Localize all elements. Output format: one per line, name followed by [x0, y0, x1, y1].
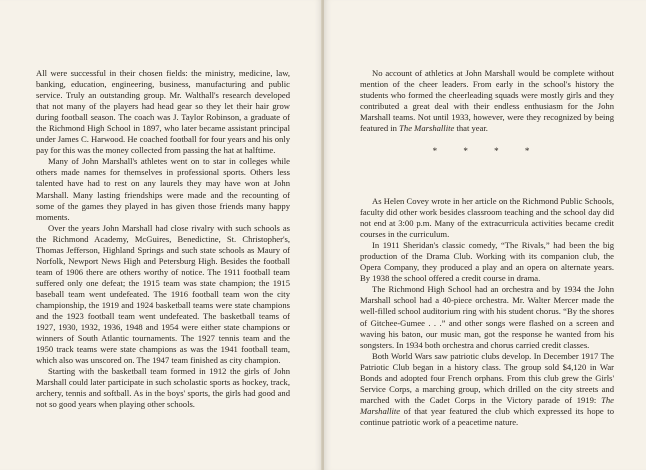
paragraph [360, 351, 614, 428]
publication-title: The Marshallite [360, 394, 614, 416]
paragraph: Starting with the basketball team formed in 1912 the girls of John Marshall could later participate in such scholastic sports as hockey, track, archery, tennis and softball. As in the boys' sports, the girls had good and not so good years when playing other schools. [36, 366, 290, 410]
cheerleaders-paragraph [360, 68, 614, 134]
text-segment: No account of athletics at John Marshall would be complete without mention of the cheer leaders. From early in the school's history the students who formed the cheerleading squads were mostly girls and they contributed a great deal with their endless enthusiasm for the John Marshall teams. Not until 1933, however, were they recognized by being featured in [360, 68, 614, 134]
paragraph [360, 68, 614, 134]
publication-title: The Marshallite [399, 123, 455, 134]
text-segment: Both World Wars saw patriotic clubs develop. In December 1917 The Patriotic Club began in a history class. The group sold $4,120 in War Bonds and adopted four French orphans. From this club grew the Girls' Service Corps, a marching group, which drilled on the city streets and marched with the Cadet Corps in the Victory parade of 1919: [360, 350, 614, 405]
right-page [324, 0, 646, 470]
paragraph: Over the years John Marshall had close rivalry with such schools as the Richmond Academy, McGuires, Benedictine, St. Christopher's, Thomas Jefferson, Highland Springs and such state schools as Maury of Norfolk, Newport News High and Petersburg High. Besides the football team of 1906 there are others worthy of notice. The 1911 football team suffered only one defeat; the 1915 team was state champion; the 1915 baseball team went undefeated. The 1916 football team won the city championship, the 1919 and 1924 basketball teams were state champions and the 1923 football team went undefeated. The basketball teams of 1927, 1930, 1932, 1936, 1948 and 1954 were either state champions or winners of South Atlantic tournaments. The 1927 tennis team and the 1950 track teams were state champions as was the 1941 football team, which also was unscored on. The 1947 team finished as city champion. [36, 222, 290, 366]
paragraph: In 1911 Sheridan's classic comedy, “The Rivals,” had been the big production of the Drama Club. Working with its companion club, the Opera Company, they produced a play and an opera on alternate years. By 1938 the school offered a credit course in drama. [360, 240, 614, 284]
text-segment: that year. [454, 123, 488, 134]
text-segment: of that year featured the club which expressed its hope to continue patriotic work of a peacetime nature. [360, 405, 614, 427]
paragraph: The Richmond High School had an orchestra and by 1934 the John Marshall school had a 40-piece orchestra. Mr. Walter Mercer made the well-filled school auditorium ring with his student chorus. “By the shores of Gitchee-Gumee . . .” and other songs were flashed on a screen and waving his baton, our music man, got the response he wanted from his songsters. In 1934 both orchestra and chorus carried credit classes. [360, 284, 614, 350]
paragraph: All were successful in their chosen fields: the ministry, medicine, law, banking, education, engineering, business, manufacturing and public service. Truly an outstanding group. Mr. Walthall's research developed that not many of the players had head gear so they let their hair grow during football season. The coach was J. Taylor Robinson, a graduate of the Richmond High School in 1897, who later became assistant principal under James C. Harwood. He coached football for four years and his only pay for this was the money collected from passing the hat at halftime. [36, 68, 290, 156]
left-page [0, 0, 322, 470]
right-page-text [360, 196, 614, 428]
left-page-text [36, 68, 290, 410]
section-separator: * * * * [432, 146, 542, 156]
paragraph: Many of John Marshall's athletes went on to star in colleges while others made names for themselves in professional sports. Others less talented have had to rest on any laurels they may have won at John Marshall. Many lasting friendships were made and the recounting of some of the games they played in has given those friends many happy moments. [36, 156, 290, 222]
paragraph: As Helen Covey wrote in her article on the Richmond Public Schools, faculty did other work besides classroom teaching and the school day did not end at 3:00 p.m. Many of the extracurricula activities became credit courses in the curriculum. [360, 196, 614, 240]
